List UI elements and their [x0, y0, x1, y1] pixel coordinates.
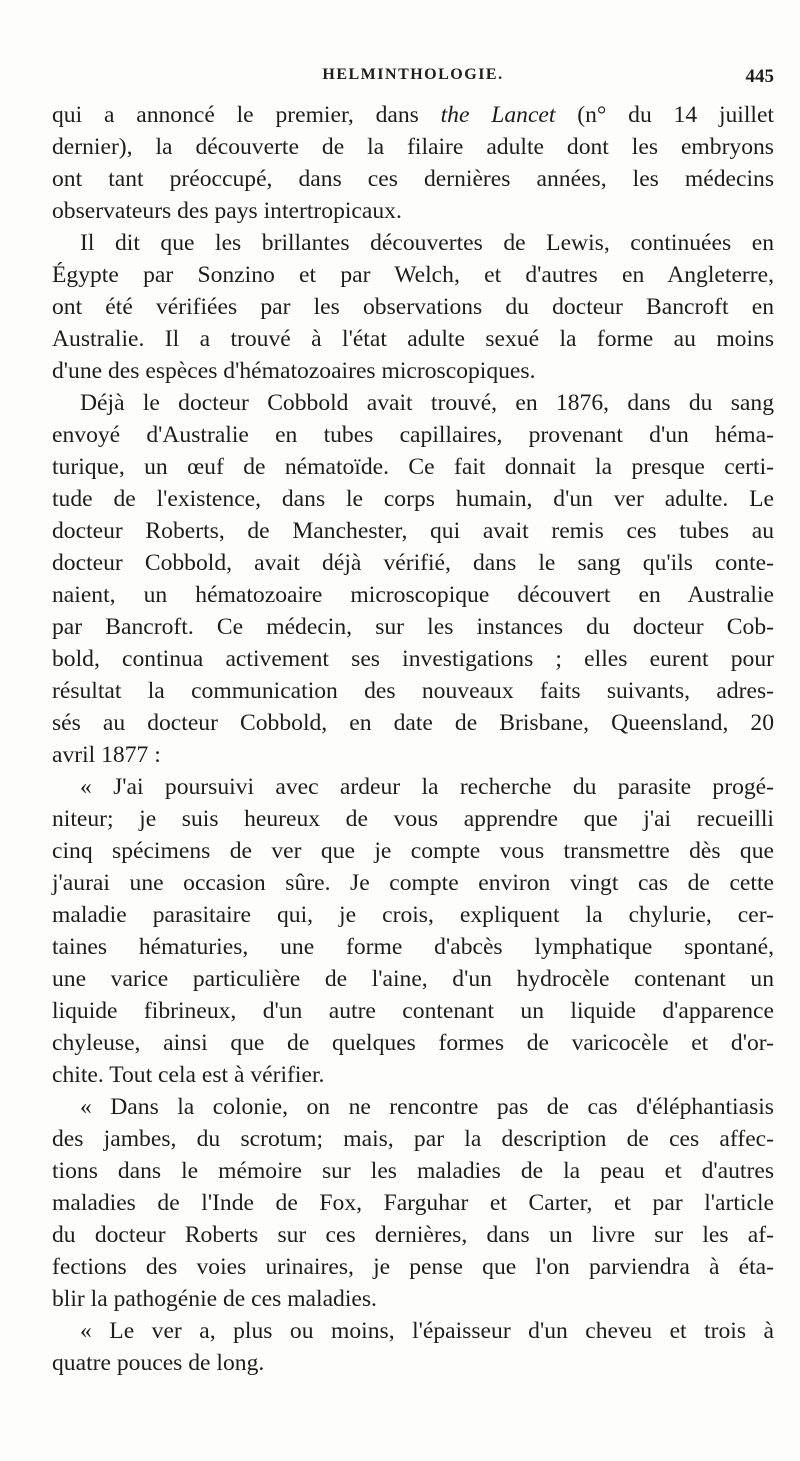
text-line: fections des voies urinaires, je pense que l'on parviendra à éta- [52, 1254, 774, 1280]
text-line: dernier), la découverte de la filaire adulte dont les embryons [52, 134, 774, 160]
running-title: HELMINTHOLOGIE. [322, 66, 504, 83]
text-line: du docteur Roberts sur ces dernières, dans un livre sur les af- [52, 1222, 774, 1248]
text-line: « Dans la colonie, on ne rencontre pas de cas d'éléphantiasis [80, 1094, 774, 1120]
text-line: niteur; je suis heureux de vous apprendre que j'ai recueilli [52, 806, 774, 832]
text-line: des jambes, du scrotum; mais, par la description de ces affec- [52, 1126, 774, 1152]
text-line: résultat la communication des nouveaux faits suivants, adres- [52, 678, 774, 704]
paragraph [52, 99, 774, 227]
text-line: Égypte par Sonzino et par Welch, et d'autres en Angleterre, [52, 262, 774, 288]
page-header [52, 66, 774, 96]
text-line: d'une des espèces d'hématozoaires microscopiques. [52, 358, 536, 384]
text-line: naient, un hématozoaire microscopique découvert en Australie [52, 582, 774, 608]
text-line: Il dit que les brillantes découvertes de Lewis, continuées en [80, 230, 774, 256]
text-line: blir la pathogénie de ces maladies. [52, 1286, 377, 1312]
text-line: quatre pouces de long. [52, 1350, 265, 1376]
text-line: tude de l'existence, dans le corps humain, d'un ver adulte. Le [52, 486, 774, 512]
text-line: ont tant préoccupé, dans ces dernières années, les médecins [52, 166, 774, 192]
text-line: liquide fibrineux, d'un autre contenant un liquide d'apparence [52, 998, 774, 1024]
text-line: tions dans le mémoire sur les maladies de la peau et d'autres [52, 1158, 774, 1184]
text-line: chite. Tout cela est à vérifier. [52, 1062, 325, 1088]
text-line: cinq spécimens de ver que je compte vous transmettre dès que [52, 838, 774, 864]
text-line: taines hématuries, une forme d'abcès lymphatique spontané, [52, 934, 774, 960]
text-line: « Le ver a, plus ou moins, l'épaisseur d'un cheveu et trois à [80, 1318, 774, 1344]
page-number: 445 [745, 66, 774, 87]
paragraph [52, 387, 774, 771]
text-line: bold, continua activement ses investigations ; elles eurent pour [52, 646, 774, 672]
text-line: « J'ai poursuivi avec ardeur la recherche du parasite progé- [80, 774, 774, 800]
text-line: turique, un œuf de nématoïde. Ce fait donnait la presque certi- [52, 454, 774, 480]
body-text [52, 99, 774, 1379]
text-line: ont été vérifiées par les observations du docteur Bancroft en [52, 294, 774, 320]
text-line: chyleuse, ainsi que de quelques formes de varicocèle et d'or- [52, 1030, 774, 1056]
text-line: une varice particulière de l'aine, d'un hydrocèle contenant un [52, 966, 774, 992]
text-line: Déjà le docteur Cobbold avait trouvé, en 1876, dans du sang [80, 390, 774, 416]
paragraph [52, 771, 774, 1091]
paragraph [52, 227, 774, 387]
text-line: observateurs des pays intertropicaux. [52, 198, 402, 224]
paragraph [52, 1315, 774, 1379]
text-line: par Bancroft. Ce médecin, sur les instances du docteur Cob- [52, 614, 774, 640]
text-line: envoyé d'Australie en tubes capillaires, provenant d'un héma- [52, 422, 774, 448]
text-line: Australie. Il a trouvé à l'état adulte sexué la forme au moins [52, 326, 774, 352]
text-line: maladie parasitaire qui, je crois, expliquent la chylurie, cer- [52, 902, 774, 928]
text-line: docteur Roberts, de Manchester, qui avait remis ces tubes au [52, 518, 774, 544]
paragraph [52, 1091, 774, 1315]
text-line: sés au docteur Cobbold, en date de Brisbane, Queensland, 20 [52, 710, 774, 736]
text-line: j'aurai une occasion sûre. Je compte environ vingt cas de cette [52, 870, 774, 896]
text-line: qui a annoncé le premier, dans the Lancet (n° du 14 juillet [52, 102, 774, 128]
text-line: maladies de l'Inde de Fox, Farguhar et Carter, et par l'article [52, 1190, 774, 1216]
text-line: avril 1877 : [52, 742, 161, 768]
text-line: docteur Cobbold, avait déjà vérifié, dans le sang qu'ils conte- [52, 550, 774, 576]
